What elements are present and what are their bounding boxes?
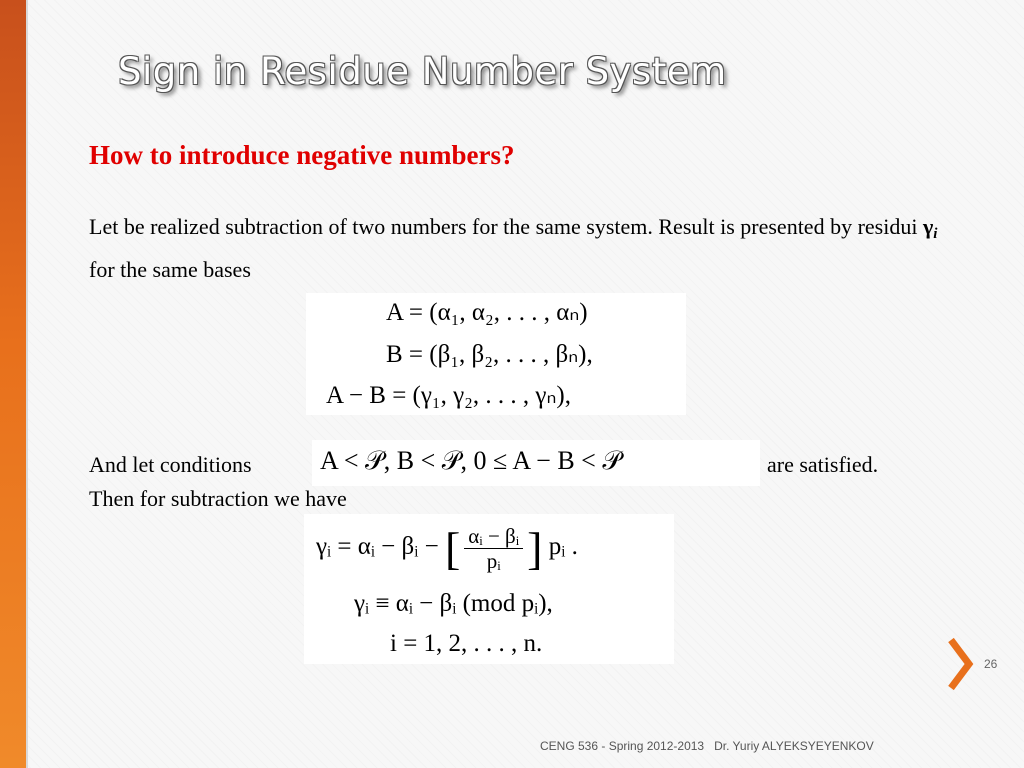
fraction-numerator: αᵢ − βᵢ — [464, 524, 523, 549]
intro-text-1: Let be realized subtraction of two numbers for the same system. Result is presented by residui — [89, 214, 923, 239]
conditions-prefix: And let conditions — [89, 452, 252, 477]
left-bracket: [ — [444, 523, 461, 574]
conditions-suffix: are satisfied. — [767, 452, 879, 477]
footer — [540, 739, 884, 753]
next-slide-icon[interactable] — [945, 636, 975, 692]
formula-difference: A − B = (γ₁, γ₂, . . . , γₙ), — [326, 382, 571, 409]
intro-text-2: for the same bases — [89, 257, 251, 282]
right-bracket: ] — [527, 523, 543, 574]
footer-author: Dr. Yuriy ALYEKSYEYENKOV — [714, 739, 874, 753]
side-divider — [26, 0, 28, 768]
question-heading: How to introduce negative numbers? — [89, 140, 515, 170]
fraction — [464, 524, 523, 573]
formula-b: B = (β₁, β₂, . . . , βₙ), — [386, 341, 593, 368]
formula-subtraction — [304, 514, 674, 664]
then-text: Then for subtraction we have — [89, 486, 347, 511]
footer-course: CENG 536 - Spring 2012-2013 — [540, 739, 705, 753]
formula-a: A = (α₁, α₂, . . . , αₙ) — [386, 299, 588, 326]
page-number: 26 — [984, 657, 998, 671]
side-accent-bar — [0, 0, 26, 768]
formula-gamma-rhs: pᵢ . — [548, 533, 578, 561]
formula-residues — [306, 293, 686, 415]
slide-title: Sign in Residue Number System — [118, 50, 727, 93]
fraction-denominator: pᵢ — [486, 549, 501, 573]
gamma-symbol: γ — [922, 214, 934, 239]
formula-gamma — [316, 522, 578, 575]
conditions-formula: A < 𝒫, B < 𝒫, 0 ≤ A − B < 𝒫 — [320, 446, 622, 475]
formula-gamma-lhs: γᵢ = αᵢ − βᵢ − — [316, 533, 439, 561]
gamma-subscript: i — [933, 226, 938, 242]
intro-paragraph — [89, 209, 959, 287]
formula-range: i = 1, 2, . . . , n. — [390, 630, 543, 657]
formula-conditions — [312, 440, 760, 486]
formula-mod: γᵢ ≡ αᵢ − βᵢ (mod pᵢ), — [354, 590, 553, 617]
